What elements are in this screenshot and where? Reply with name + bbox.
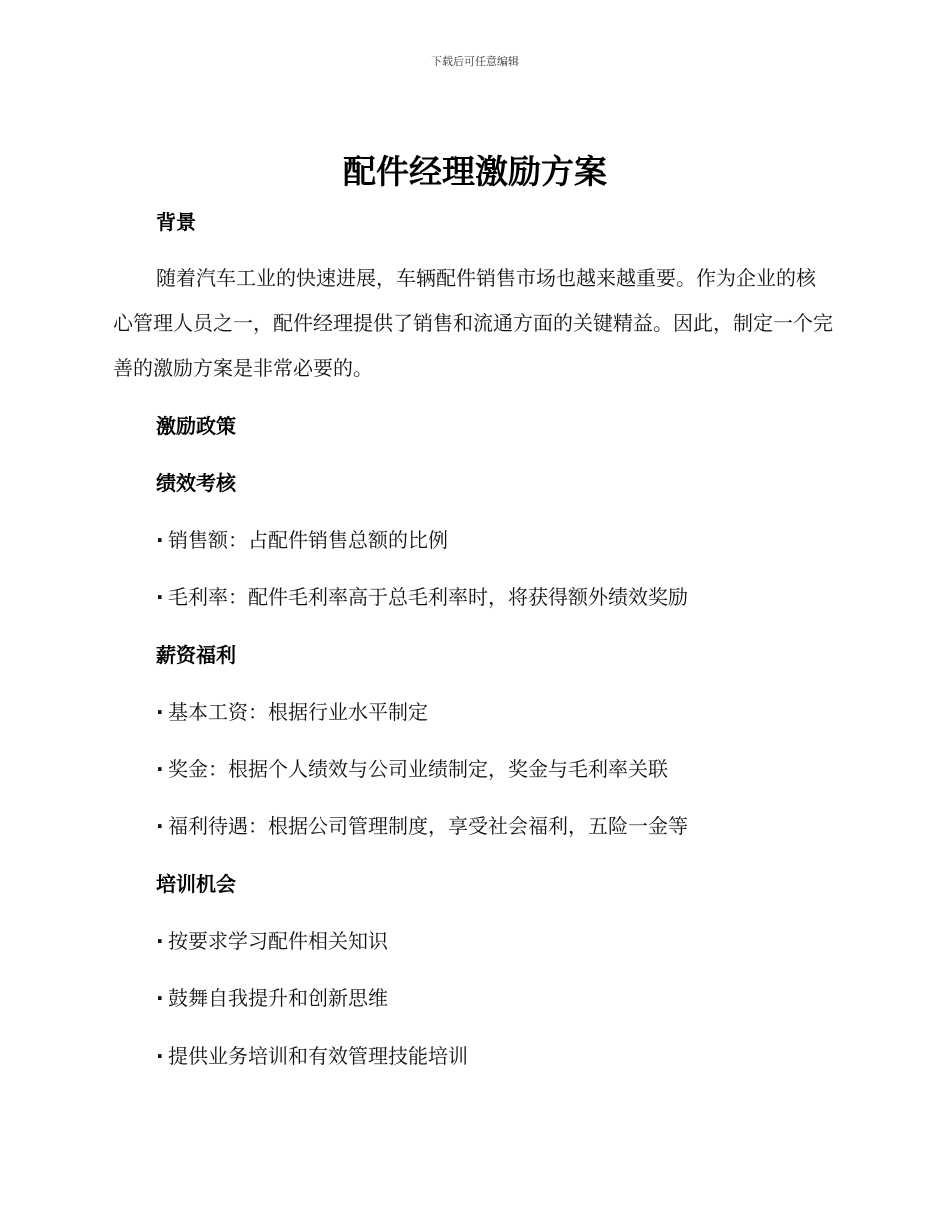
heading-training: 培训机会: [156, 872, 236, 896]
bullet-marker: ·: [156, 585, 164, 609]
list-item: [156, 1042, 468, 1070]
list-item: [156, 927, 388, 955]
list-item-text: 按要求学习配件相关知识: [168, 929, 388, 953]
list-item: [156, 698, 428, 726]
heading-background: 背景: [156, 210, 196, 234]
list-item: [156, 583, 688, 611]
list-item: [156, 755, 668, 783]
list-item-text: 毛利率：配件毛利率高于总毛利率时，将获得额外绩效奖励: [168, 585, 688, 609]
bullet-marker: ·: [156, 700, 164, 724]
heading-compensation: 薪资福利: [156, 643, 236, 667]
list-item-text: 福利待遇：根据公司管理制度，享受社会福利，五险一金等: [168, 814, 688, 838]
list-item-text: 奖金：根据个人绩效与公司业绩制定，奖金与毛利率关联: [168, 757, 668, 781]
heading-performance: 绩效考核: [156, 471, 236, 495]
list-item-text: 鼓舞自我提升和创新思维: [168, 986, 388, 1010]
bullet-marker: ·: [156, 986, 164, 1010]
list-item: [156, 984, 388, 1012]
document-title: 配件经理激励方案: [343, 152, 607, 191]
list-item-text: 提供业务培训和有效管理技能培训: [168, 1044, 468, 1068]
bullet-marker: ·: [156, 814, 164, 838]
background-paragraph: 随着汽车工业的快速进展，车辆配件销售市场也越来越重要。作为企业的核心管理人员之一，配件经理提供了销售和流通方面的关键精益。因此，制定一个完善的激励方案是非常必要的。: [113, 266, 833, 380]
list-item: [156, 812, 688, 840]
header-note: 下载后可任意编辑: [431, 55, 519, 68]
list-item-text: 销售额：占配件销售总额的比例: [168, 528, 448, 552]
bullet-marker: ·: [156, 757, 164, 781]
list-item-text: 基本工资：根据行业水平制定: [168, 700, 428, 724]
bullet-marker: ·: [156, 929, 164, 953]
heading-policy: 激励政策: [156, 414, 236, 438]
list-item: [156, 526, 448, 554]
bullet-marker: ·: [156, 1044, 164, 1068]
bullet-marker: ·: [156, 528, 164, 552]
